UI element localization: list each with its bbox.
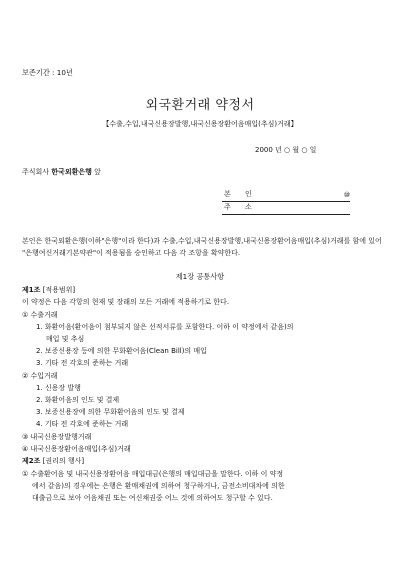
document-subtitle: 【수출,수입,내국신용장발행,내국신용장환어음매입(추심)거래】 — [102, 120, 298, 128]
bank-prefix: 주식회사 — [22, 168, 50, 176]
clause-line: 4. 기타 전 각호에 준하는 거래 — [36, 420, 129, 428]
clause-line: 2. 화환어음의 인도 및 결제 — [36, 396, 120, 404]
clause-line: 대출금으로 보아 어음채권 또는 여신채권중 어느 것에 의하여도 청구할 수 있다. — [32, 494, 273, 502]
intro-paragraph: 본인은 한국외환은행(이하"은행"이라 한다)과 수출,수입,내국신용장발행,내국신용장환어음매입(추심)거래를 함에 있어 "은행여신거래기본약관"이 적용됨을 승인하고 다음 각 조항을 확약한다. — [22, 237, 382, 258]
seal-mark: ⑩ — [343, 191, 350, 199]
clause-line: 3. 기타 전 각호의 준하는 거래 — [36, 359, 129, 367]
principal-signature-field[interactable] — [222, 190, 350, 202]
clause-line: ① 수출환어음 및 내국신용장환어음 매입대금(은행의 매입대금을 말한다. 이하 이 약정 — [22, 470, 284, 478]
clause-line: 1. 신용장 발행 — [36, 384, 81, 392]
clause-line: ② 수입거래 — [22, 372, 58, 380]
clause-line: 매입 및 추심 — [46, 335, 85, 343]
chapter-heading: 제1장 공통사항 — [175, 272, 225, 281]
bank-name: 한국외환은행 — [51, 168, 92, 176]
article-1-heading: 제1조 [적용범위] — [22, 286, 76, 294]
principal-label: 본 인 — [224, 190, 258, 198]
clause-line: 1. 화환어음(환어음이 첨부되지 않은 선적서류를 포함한다. 이하 이 약정에서 같음)의 — [36, 323, 294, 331]
contract-date: 2000 년 ○ 월 ○ 일 — [255, 146, 317, 154]
address-label: 주 소 — [224, 203, 258, 211]
clause-line: 이 약정은 다음 각항의 현재 및 장래의 모든 거래에 적용하기로 한다. — [22, 298, 230, 306]
clause-line: 3. 보증신용장에 의한 무화환어음의 인도 및 결제 — [36, 408, 185, 416]
addressee-line — [22, 168, 101, 177]
retention-period: 보존기간 : 10년 — [22, 68, 73, 77]
clause-line: ③ 내국신용장발행거래 — [22, 433, 92, 441]
clause-line: ④ 내국신용장환어음매입(추심)거래 — [22, 445, 131, 453]
bank-suffix: 앞 — [94, 168, 101, 176]
address-field[interactable] — [222, 203, 350, 215]
document-title: 외국환거래 약정서 — [145, 98, 255, 113]
article-2-heading: 제2조 [권리의 행사] — [22, 457, 85, 465]
clause-line: 2. 보증신용장 등에 의한 무화환어음(Clean Bill)의 매입 — [36, 347, 207, 355]
clause-line: ① 수출거래 — [22, 311, 58, 319]
clause-line: 에서 같음)의 경우에는 은행은 환매채권에 의하여 청구하거나, 금전소비대차에 의한 — [32, 482, 285, 490]
